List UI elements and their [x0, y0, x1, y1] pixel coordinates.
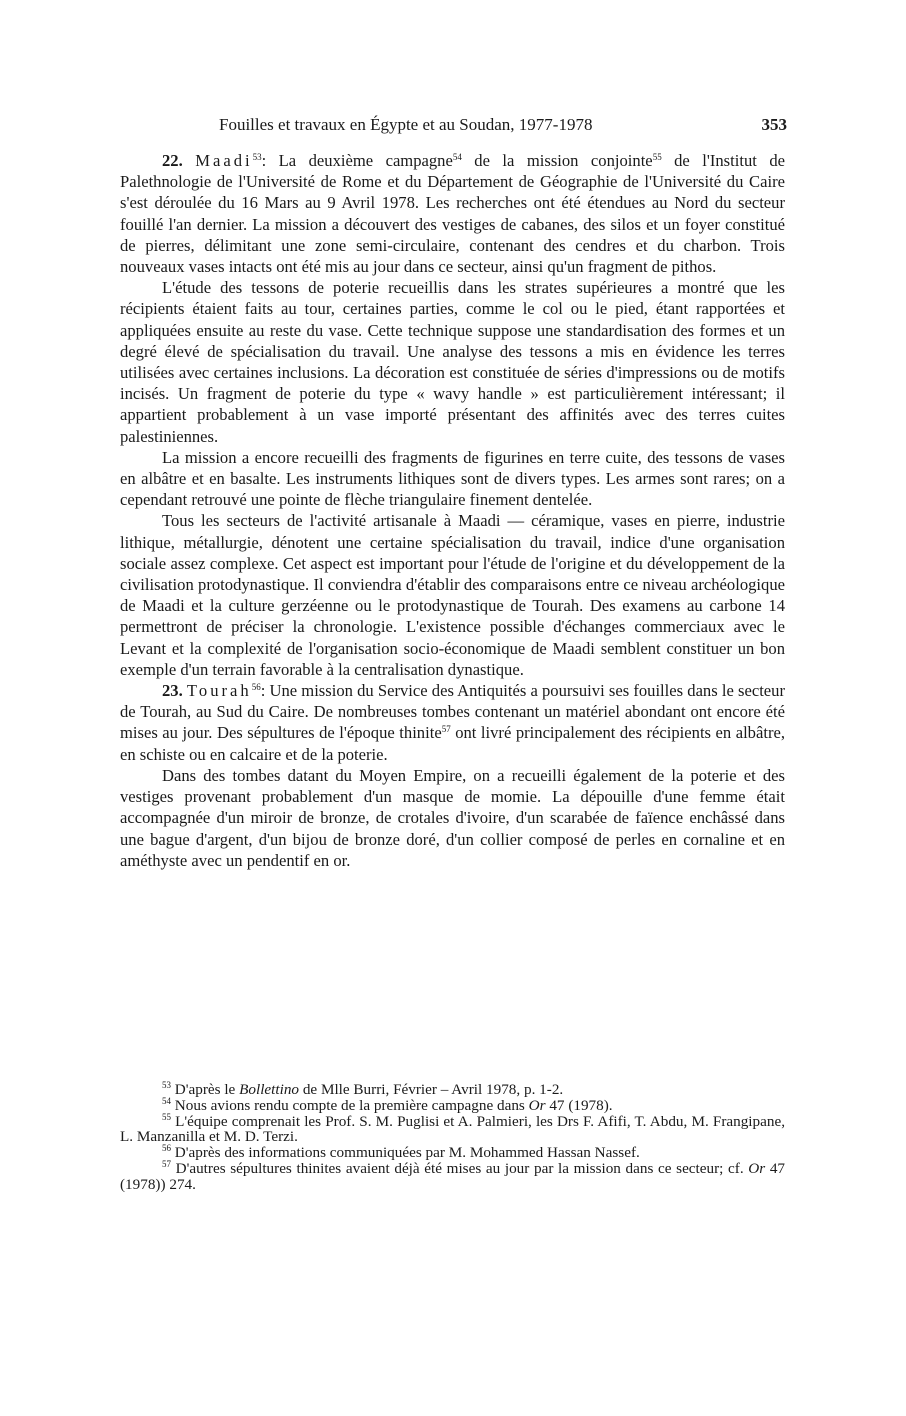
- text-run: de l'Institut de Palethnologie de l'Université de Rome et du Département de Géographie de l'Université du Caire s'est déroulée du 16 Mars au 9 Avril 1978. Les recherches ont été étendues au Nord du secteur fouillé l'an dernier. La mission a découvert des vestiges de cabanes, des silos et un foyer constitué de pierres, délimitant une zone semi-circulaire, contenant des cendres et du charbon. Trois nouveaux vases intacts ont été mis au jour dans ce secteur, ainsi qu'un fragment de pithos.: [120, 151, 785, 277]
- page-number: 353: [761, 115, 787, 134]
- paragraph: [120, 447, 785, 511]
- footnote-ref: 55: [652, 152, 662, 162]
- text-run: Dans des tombes datant du Moyen Empire, on a recueilli également de la poterie et des vestiges provenant probablement d'un masque de momie. La dépouille d'une femme était accompagnée d'un miroir de bronze, de crotales d'ivoire, d'un scarabée de faïence enchâssé dans une bague d'argent, d'un bijou de bronze doré, d'un collier composé de perles en cornaline et en améthyste avec un pendentif en or.: [120, 765, 785, 870]
- section-number: 23.: [162, 681, 183, 701]
- section-heading: Tourah: [186, 681, 252, 701]
- paragraph: [120, 765, 785, 871]
- footnote-number: 54: [162, 1095, 171, 1106]
- text-run: Tous les secteurs de l'activité artisanale à Maadi — céramique, vases en pierre, industrie lithique, métallurgie, dénotent une certaine spécialisation du travail, indice d'une organisation sociale assez complexe. Cet aspect est important pour l'étude de l'origine et du développement de la civilisation protodynastique. Il conviendra d'établir des comparaisons entre ce niveau archéologique de Maadi et la culture gerzéenne ou le protodynastique de Tourah. Des examens au carbone 14 permettront de préciser la chronologie. L'existence possible d'échanges commerciaux avec le Levant et la complexité de l'organisation socio-économique de Maadi semblent constituer un bon exemple d'un terrain favorable à la centralisation dynastique.: [120, 511, 785, 679]
- paragraph: [120, 510, 785, 680]
- footnote-ref: 53: [252, 152, 262, 162]
- article-body: [120, 150, 785, 871]
- section-heading: Maadi: [195, 151, 253, 170]
- text-run: L'étude des tessons de poterie recueillis dans les strates supérieures a montré que les récipients étaient faits au tour, certaines parties, comme le col ou le pied, étant rapportées et appliquées ensuite au reste du vase. Cette technique suppose une standardisation des formes et un degré élevé de spécialisation du travail. Une analyse des tessons a mis en évidence les terres utilisées avec certaines inclusions. La décoration est constituée de séries d'impressions ou de motifs incisés. Un fragment de poterie du type « wavy handle » est particulièrement intéressant; il appartient probablement à un vase importé présentant des affinités avec des terres cuites palestiniennes.: [120, 278, 785, 446]
- footnote-ref: 56: [251, 682, 261, 693]
- text-run: Nous avions rendu compte de la première campagne dans: [171, 1096, 529, 1114]
- text-run: D'autres sépultures thinites avaient déjà été mises au jour par la mission dans ce secteur; cf.: [171, 1159, 749, 1177]
- text-run: L'équipe comprenait les Prof. S. M. Puglisi et A. Palmieri, les Drs F. Afifi, T. Abdu, M. Frangipane, L. Manzanilla et M. D. Terzi.: [120, 1112, 785, 1146]
- footnote: [120, 1158, 786, 1193]
- text-run: D'après des informations communiquées par M. Mohammed Hassan Nassef.: [171, 1144, 640, 1162]
- text-run: de Mlle Burri, Février – Avril 1978, p. 1-2.: [299, 1081, 564, 1098]
- text-run: : Une mission du Service des Antiquités a poursuivi ses fouilles dans le secteur de Tourah, au Sud du Caire. De nombreuses tombes contenant un matériel abondant ont encore été mises au jour. Des sépultures de l'époque thinite: [120, 681, 785, 743]
- footnote-ref: 57: [441, 724, 451, 735]
- footnote: [120, 1111, 785, 1146]
- footnotes: [120, 1082, 785, 1193]
- footnote-number: 53: [162, 1080, 171, 1090]
- journal-title: Bollettino: [239, 1081, 300, 1098]
- text-run: 47 (1978)) 274.: [120, 1159, 786, 1193]
- section-number: 22.: [162, 151, 183, 170]
- paragraph: [120, 680, 785, 765]
- text-run: : La deuxième campagne: [261, 151, 453, 170]
- footnote: [120, 1082, 785, 1098]
- footnote-ref: 54: [452, 152, 462, 162]
- text-run: ont livré principalement des récipients en albâtre, en schiste ou en calcaire et de la poterie.: [120, 723, 785, 764]
- journal-title: Or: [528, 1096, 546, 1114]
- footnote-number: 56: [162, 1143, 171, 1154]
- footnote-number: 57: [162, 1158, 171, 1169]
- text-run: de la mission conjointe: [461, 151, 653, 170]
- footnote: [120, 1095, 785, 1114]
- footnote: [120, 1145, 785, 1161]
- journal-title: Or: [748, 1159, 766, 1177]
- paragraph: [120, 277, 785, 447]
- footnote-number: 55: [162, 1111, 171, 1122]
- text-run: 47 (1978).: [545, 1096, 613, 1114]
- text-run: D'après le: [171, 1081, 240, 1098]
- text-run: La mission a encore recueilli des fragments de figurines en terre cuite, des tessons de vases en albâtre et en basalte. Les instruments lithiques sont de divers types. Les armes sont rares; on a cependant retrouvé une pointe de flèche triangulaire finement dentelée.: [120, 447, 785, 510]
- paragraph: [120, 150, 785, 277]
- running-title: Fouilles et travaux en Égypte et au Soudan, 1977-1978: [219, 115, 593, 134]
